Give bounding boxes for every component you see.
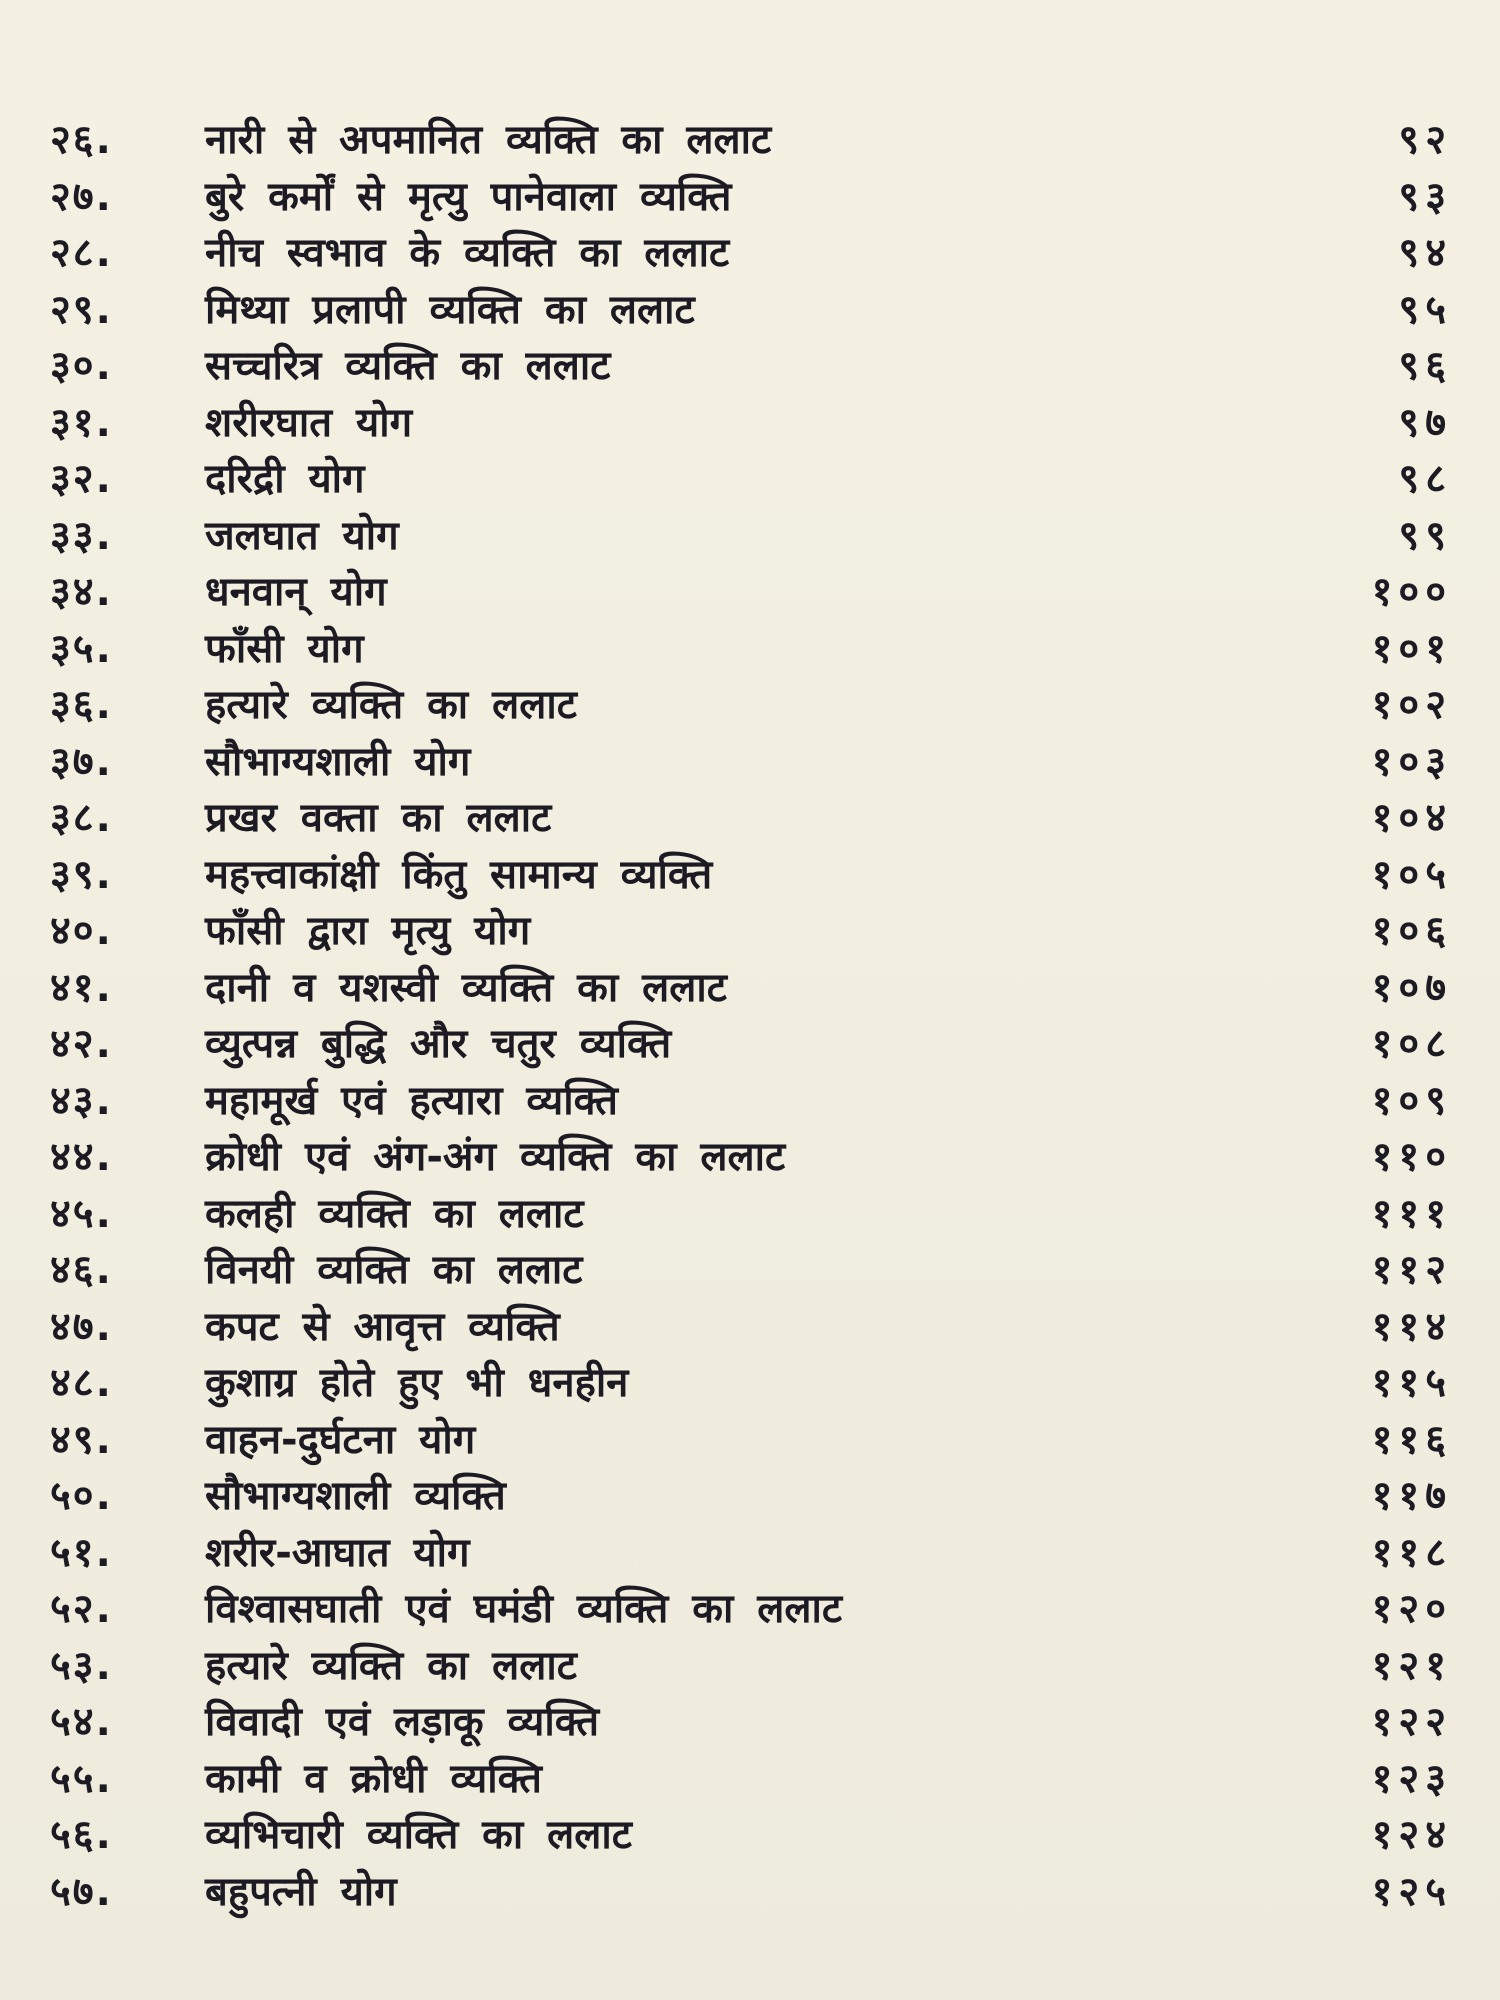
toc-entry	[0, 1242, 1500, 1299]
entry-title: वाहन-दुर्घटना योग	[205, 1416, 476, 1463]
entry-title: जलघात योग	[205, 512, 399, 559]
entry-number: ५५.	[50, 1755, 113, 1802]
toc-entry	[0, 1807, 1500, 1864]
toc-entry	[0, 112, 1500, 169]
entry-page-number: ९६	[1398, 343, 1452, 389]
entry-number: ५२.	[50, 1586, 113, 1632]
entry-title: हत्यारे व्यक्ति का ललाट	[205, 1642, 577, 1689]
entry-title: प्रखर वक्ता का ललाट	[205, 795, 552, 841]
entry-number: ४५.	[50, 1190, 113, 1237]
entry-number: ४३.	[50, 1077, 113, 1124]
entry-page-number: ११८	[1371, 1529, 1452, 1576]
toc-entry	[0, 564, 1500, 621]
toc-entry	[0, 1016, 1500, 1073]
toc-entry	[0, 1299, 1500, 1356]
table-of-contents	[0, 112, 1500, 1920]
entry-page-number: १२३	[1371, 1755, 1452, 1802]
entry-title: बहुपत्नी योग	[205, 1868, 397, 1915]
toc-entry	[0, 1694, 1500, 1751]
entry-title: हत्यारे व्यक्ति का ललाट	[205, 682, 577, 728]
entry-title: धनवान् योग	[205, 569, 387, 615]
entry-title: दरिद्री योग	[205, 456, 365, 502]
entry-number: ४२.	[50, 1021, 113, 1067]
entry-title: नीच स्वभाव के व्यक्ति का ललाट	[205, 230, 730, 276]
entry-number: ३१.	[50, 399, 113, 446]
entry-title: बुरे कर्मों से मृत्यु पानेवाला व्यक्ति	[205, 173, 732, 220]
toc-entry	[0, 1129, 1500, 1186]
entry-page-number: ११७	[1371, 1473, 1452, 1519]
entry-title: कलही व्यक्ति का ललाट	[205, 1190, 584, 1237]
entry-title: कपट से आवृत्त व्यक्ति	[205, 1303, 560, 1350]
entry-number: ३६.	[50, 682, 113, 728]
entry-page-number: ११६	[1371, 1416, 1452, 1463]
toc-entry	[0, 508, 1500, 565]
entry-number: ३०.	[50, 343, 113, 389]
entry-title: व्यभिचारी व्यक्ति का ललाट	[205, 1812, 632, 1858]
entry-number: ५१.	[50, 1529, 113, 1576]
entry-page-number: १२१	[1371, 1642, 1452, 1689]
entry-number: ४८.	[50, 1360, 113, 1406]
entry-title: शरीरघात योग	[205, 399, 413, 446]
entry-page-number: १२२	[1371, 1699, 1452, 1745]
entry-number: ४९.	[50, 1416, 113, 1463]
toc-entry	[0, 1073, 1500, 1130]
entry-page-number: ११४	[1371, 1303, 1452, 1350]
toc-entry	[0, 1525, 1500, 1582]
entry-title: शरीर-आघात योग	[205, 1529, 470, 1576]
entry-title: सौभाग्यशाली व्यक्ति	[205, 1473, 506, 1519]
toc-entry	[0, 1581, 1500, 1638]
entry-number: ३२.	[50, 456, 113, 502]
toc-entry	[0, 338, 1500, 395]
entry-title: व्युत्पन्न बुद्धि और चतुर व्यक्ति	[205, 1021, 672, 1067]
entry-page-number: १०२	[1371, 682, 1452, 728]
toc-entry	[0, 734, 1500, 791]
entry-page-number: १२०	[1371, 1586, 1452, 1632]
toc-entry	[0, 903, 1500, 960]
entry-title: सच्चरित्र व्यक्ति का ललाट	[205, 343, 611, 389]
toc-entry	[0, 1355, 1500, 1412]
entry-page-number: १०९	[1371, 1077, 1452, 1124]
entry-number: २७.	[50, 173, 113, 220]
entry-title: दानी व यशस्वी व्यक्ति का ललाट	[205, 964, 727, 1011]
entry-number: ५०.	[50, 1473, 113, 1519]
entry-title: नारी से अपमानित व्यक्ति का ललाट	[205, 117, 772, 163]
entry-number: ४१.	[50, 964, 113, 1011]
entry-title: सौभाग्यशाली योग	[205, 738, 471, 785]
entry-page-number: १२५	[1371, 1868, 1452, 1915]
entry-page-number: ९९	[1398, 512, 1452, 559]
entry-number: ३८.	[50, 795, 113, 841]
entry-page-number: १२४	[1371, 1812, 1452, 1858]
toc-entry	[0, 1186, 1500, 1243]
entry-number: ५७.	[50, 1868, 113, 1915]
entry-number: ३७.	[50, 738, 113, 785]
toc-entry	[0, 395, 1500, 452]
entry-page-number: ९८	[1398, 456, 1452, 502]
toc-entry	[0, 282, 1500, 339]
entry-page-number: १०४	[1371, 795, 1452, 841]
toc-entry	[0, 225, 1500, 282]
entry-title: कामी व क्रोधी व्यक्ति	[205, 1755, 542, 1802]
entry-page-number: ९३	[1398, 173, 1452, 220]
toc-entry	[0, 1864, 1500, 1921]
entry-page-number: ९७	[1398, 399, 1452, 446]
toc-entry	[0, 169, 1500, 226]
entry-number: २९.	[50, 286, 113, 333]
toc-entry	[0, 847, 1500, 904]
entry-page-number: ९२	[1398, 117, 1452, 163]
entry-page-number: १११	[1371, 1190, 1452, 1237]
entry-title: महामूर्ख एवं हत्यारा व्यक्ति	[205, 1077, 618, 1124]
entry-number: २८.	[50, 230, 113, 276]
entry-page-number: १०१	[1371, 625, 1452, 672]
entry-number: ४०.	[50, 908, 113, 954]
entry-page-number: १००	[1371, 569, 1452, 615]
entry-title: मिथ्या प्रलापी व्यक्ति का ललाट	[205, 286, 695, 333]
entry-title: विनयी व्यक्ति का ललाट	[205, 1247, 583, 1293]
entry-title: विवादी एवं लड़ाकू व्यक्ति	[205, 1699, 600, 1745]
toc-entry	[0, 1468, 1500, 1525]
entry-number: ५३.	[50, 1642, 113, 1689]
entry-number: ३४.	[50, 569, 113, 615]
entry-number: ३३.	[50, 512, 113, 559]
entry-page-number: १०८	[1371, 1021, 1452, 1067]
toc-entry	[0, 621, 1500, 678]
entry-number: ५४.	[50, 1699, 113, 1745]
entry-title: क्रोधी एवं अंग-अंग व्यक्ति का ललाट	[205, 1134, 786, 1180]
toc-entry	[0, 677, 1500, 734]
entry-title: विश्वासघाती एवं घमंडी व्यक्ति का ललाट	[205, 1586, 843, 1632]
entry-number: ३५.	[50, 625, 113, 672]
toc-entry	[0, 1751, 1500, 1808]
entry-page-number: ११२	[1371, 1247, 1452, 1293]
entry-number: ४७.	[50, 1303, 113, 1350]
entry-page-number: ११०	[1371, 1134, 1452, 1180]
entry-title: फाँसी द्वारा मृत्यु योग	[205, 908, 531, 954]
entry-title: महत्त्वाकांक्षी किंतु सामान्य व्यक्ति	[205, 851, 713, 898]
entry-page-number: ९४	[1398, 230, 1452, 276]
entry-page-number: १०७	[1371, 964, 1452, 1011]
entry-page-number: १०३	[1371, 738, 1452, 785]
entry-number: ४६.	[50, 1247, 113, 1293]
toc-entry	[0, 790, 1500, 847]
toc-entry	[0, 451, 1500, 508]
toc-entry	[0, 960, 1500, 1017]
entry-page-number: १०५	[1371, 851, 1452, 898]
entry-number: ४४.	[50, 1134, 113, 1180]
entry-title: कुशाग्र होते हुए भी धनहीन	[205, 1360, 629, 1406]
entry-number: ३९.	[50, 851, 113, 898]
entry-page-number: १०६	[1371, 908, 1452, 954]
entry-title: फाँसी योग	[205, 625, 364, 672]
entry-number: २६.	[50, 117, 113, 163]
entry-number: ५६.	[50, 1812, 113, 1858]
entry-page-number: ११५	[1371, 1360, 1452, 1406]
toc-entry	[0, 1638, 1500, 1695]
entry-page-number: ९५	[1398, 286, 1452, 333]
toc-entry	[0, 1412, 1500, 1469]
